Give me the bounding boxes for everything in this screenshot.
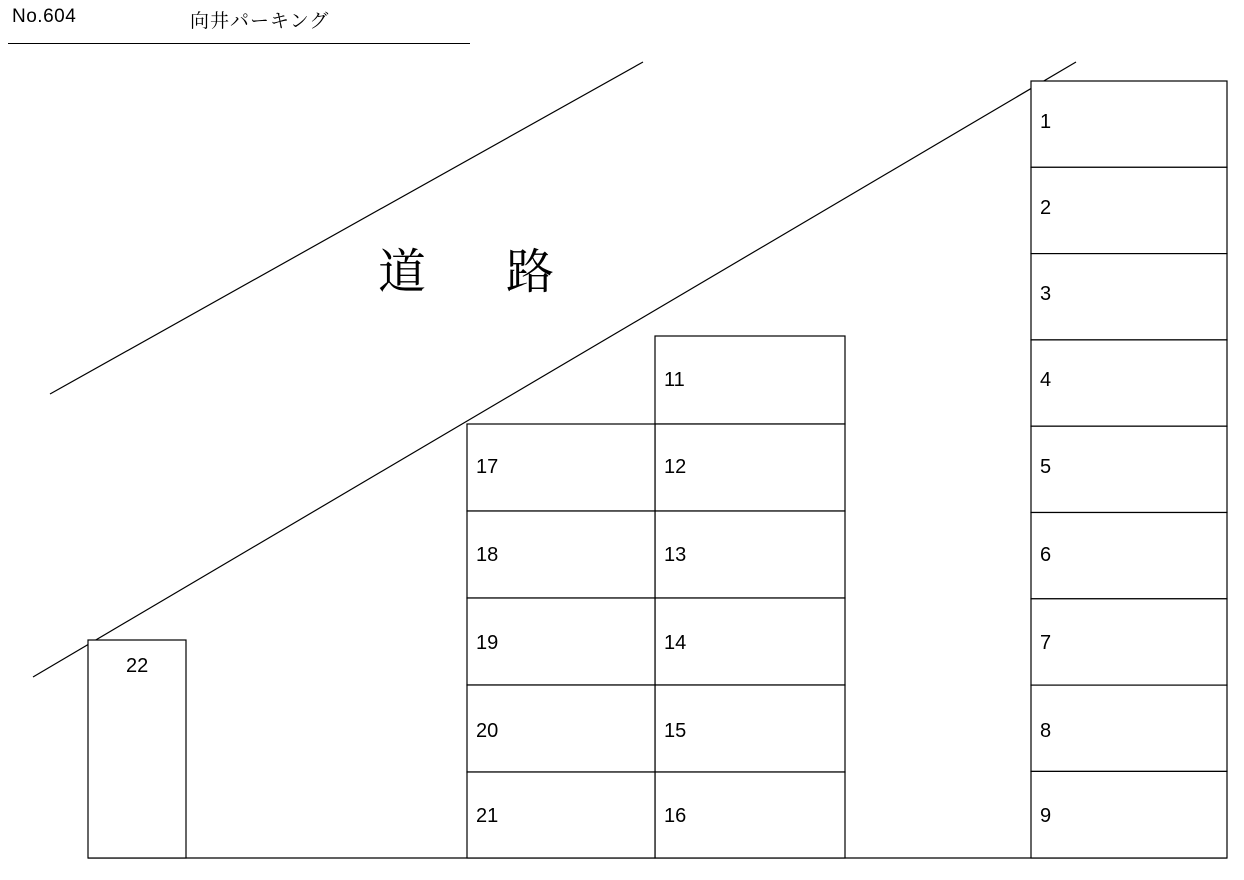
stall-label-14: 14 (664, 632, 687, 654)
block-right-column (1031, 81, 1227, 858)
stall-label-19: 19 (476, 632, 499, 654)
stall-label-11: 11 (664, 369, 685, 391)
stall-label-15: 15 (664, 720, 687, 742)
stall-label-9: 9 (1040, 805, 1052, 827)
stall-label-20: 20 (476, 720, 499, 742)
stall-cell (1031, 167, 1227, 253)
stall-cell (1031, 771, 1227, 858)
road-edge-upper (50, 62, 643, 394)
stall-cell (1031, 599, 1227, 685)
stall-label-3: 3 (1040, 283, 1052, 305)
stall-label-12: 12 (664, 456, 687, 478)
stall-label-22: 22 (126, 655, 149, 677)
stall-label-18: 18 (476, 544, 499, 566)
stall-cell (1031, 513, 1227, 599)
stall-cell (1031, 254, 1227, 340)
stall-label-13: 13 (664, 544, 687, 566)
stall-label-1: 1 (1040, 111, 1052, 133)
stall-cell (1031, 685, 1227, 771)
stall-label-5: 5 (1040, 456, 1052, 478)
document-number: No.604 (12, 6, 77, 27)
block-center-right-column (655, 336, 845, 858)
stall-cell (1031, 81, 1227, 167)
stall-label-17: 17 (476, 456, 499, 478)
stall-label-6: 6 (1040, 544, 1052, 566)
stall-cell (1031, 426, 1227, 512)
page-title: 向井パーキング (190, 11, 330, 32)
stall-cell (1031, 340, 1227, 426)
stall-label-4: 4 (1040, 369, 1052, 391)
stall-label-8: 8 (1040, 720, 1052, 742)
stall-label-7: 7 (1040, 632, 1052, 654)
road-label: 道 路 (378, 244, 571, 300)
stall-label-21: 21 (476, 805, 499, 827)
stall-label-16: 16 (664, 805, 687, 827)
stall-label-2: 2 (1040, 197, 1052, 219)
